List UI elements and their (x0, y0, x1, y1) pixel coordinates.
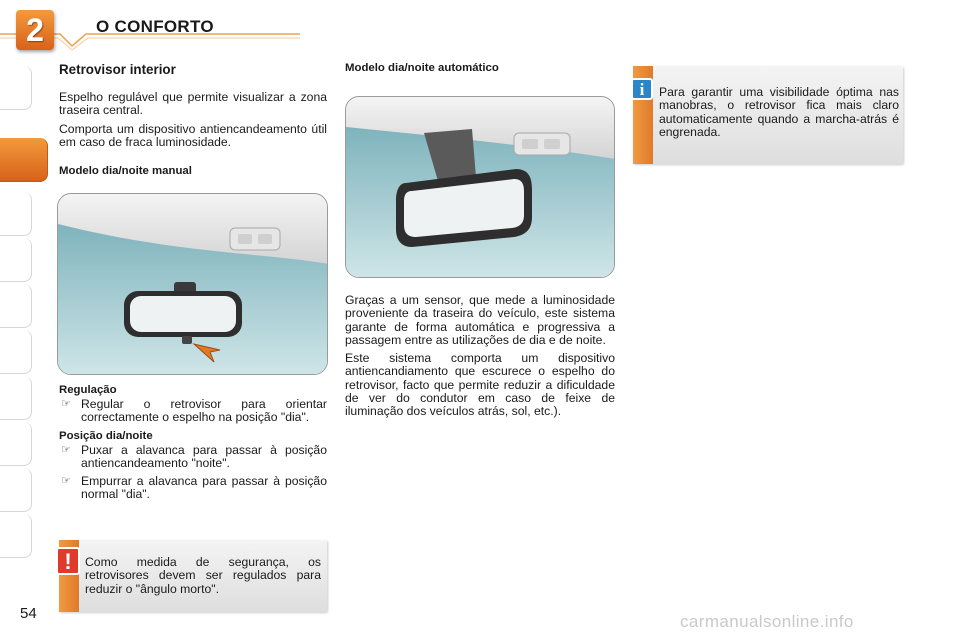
chapter-tab-9[interactable] (0, 468, 32, 512)
chapter-tab-3[interactable] (0, 192, 32, 236)
chapter-tab-4[interactable] (0, 238, 32, 282)
intro-paragraph: Espelho regulável que permite visualizar a zona traseira central. (59, 90, 327, 118)
pointing-hand-icon: ☞ (61, 475, 71, 488)
left-column-lower (59, 384, 327, 507)
chapter-tabs (0, 66, 36, 576)
info-icon: i (631, 78, 653, 100)
pointing-hand-icon: ☞ (61, 398, 71, 410)
info-text: Para garantir uma visibilidade óptima nas manobras, o retrovisor fica mais claro automaticamente quando a marcha-atrás é engrenada. (659, 85, 899, 139)
warning-text: Como medida de segurança, os retrovisores devem ser regulados para reduzir o "ângulo morto". (85, 555, 321, 596)
section-title: Retrovisor interior (59, 62, 176, 77)
list-item: ☞ Empurrar a alavanca para passar à posição normal "dia". (61, 474, 327, 502)
regulacao-heading: Regulação (59, 384, 117, 396)
automatic-mirror-illustration (345, 96, 615, 278)
chapter-tab-1[interactable] (0, 66, 32, 110)
chapter-tab-6[interactable] (0, 330, 32, 374)
list-item: ☞ Regular o retrovisor para orientar correctamente o espelho na posição "dia". (61, 397, 327, 425)
page-number: 54 (20, 605, 37, 622)
list-item: ☞ Puxar a alavanca para passar à posição antiencandeamento "noite". (61, 442, 327, 470)
antiglare-paragraph: Comporta um dispositivo antiencandeamento útil em caso de fraca luminosidade. (59, 121, 327, 149)
right-column (345, 62, 615, 74)
antiglare-system-paragraph: Este sistema comporta um dispositivo antiencandiamento que escurece o espelho do retrovisor, facto que permite reduzir a dificuldade de ver do condutor em caso de feixe de iluminação dos veículos atrás, sol, etc.). (345, 351, 615, 419)
manual-mirror-illustration (57, 193, 328, 375)
chapter-tab-5[interactable] (0, 284, 32, 328)
chapter-tab-8[interactable] (0, 422, 32, 466)
warning-icon: ! (56, 547, 80, 575)
pointing-hand-icon: ☞ (61, 443, 71, 456)
sensor-paragraph: Graças a um sensor, que mede a luminosidade proveniente da traseira do veículo, este sistema garante de forma automática e progressiva a passagem entre as utilizações de dia e de noite. (345, 293, 615, 347)
warning-callout (59, 540, 327, 612)
watermark: carmanualsonline.info (680, 612, 854, 631)
chapter-number-badge: 2 (16, 10, 54, 50)
manual-model-heading: Modelo dia/noite manual (59, 165, 192, 178)
posicao-heading: Posição dia/noite (59, 429, 153, 442)
chapter-title: O CONFORTO (96, 17, 214, 36)
chapter-tab-10[interactable] (0, 514, 32, 558)
automatic-model-heading: Modelo dia/noite automático (345, 62, 499, 74)
regulacao-list (59, 398, 327, 425)
chapter-tab-7[interactable] (0, 376, 32, 420)
chapter-tab-2-active[interactable] (0, 138, 48, 182)
right-column-lower (345, 294, 615, 424)
posicao-list (59, 444, 327, 502)
left-column (59, 62, 327, 177)
info-callout (633, 66, 903, 164)
